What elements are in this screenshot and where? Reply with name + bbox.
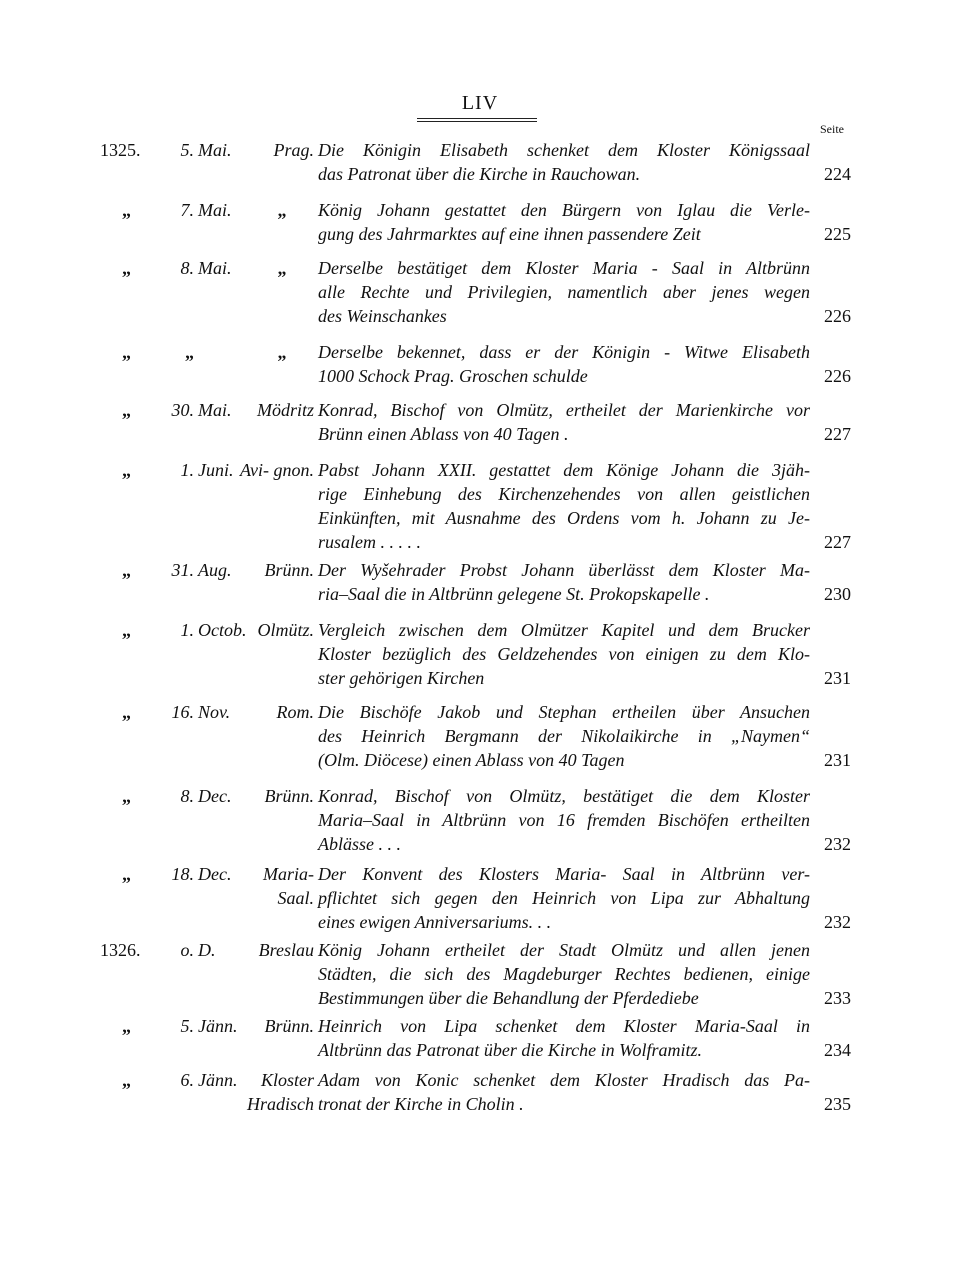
entry-page-reference: 230 bbox=[824, 584, 851, 604]
summary-line: Altbrünn das Patronat über die Kirche in Wolframitz. bbox=[318, 1040, 703, 1060]
entry-page-reference: 224 bbox=[824, 164, 851, 184]
summary-line: Bestimmungen über die Behandlung der Pferdediebe bbox=[318, 988, 699, 1008]
entry-year: „ bbox=[122, 1070, 131, 1090]
entry-month: Nov. bbox=[198, 702, 231, 722]
entry-page-reference: 225 bbox=[824, 224, 851, 244]
entry-day: 1. bbox=[180, 620, 194, 640]
entry-year: „ bbox=[122, 1016, 131, 1036]
summary-line: Die Bischöfe Jakob und Stephan ertheilen über Ansuchen bbox=[318, 702, 810, 722]
entry-place: Brünn. bbox=[264, 560, 314, 580]
entry-page-reference: 232 bbox=[824, 912, 851, 932]
entry-summary bbox=[318, 458, 810, 554]
entry-day: 30. bbox=[171, 400, 194, 420]
entry-year: „ bbox=[122, 400, 131, 420]
entry-day: 16. bbox=[171, 702, 194, 722]
summary-line: des Heinrich Bergmann der Nikolaikirche in „Naymen“ bbox=[318, 726, 810, 746]
entry-month: Jänn. bbox=[198, 1070, 238, 1090]
entry-day: o. bbox=[180, 940, 194, 960]
entry-year: „ bbox=[122, 342, 131, 362]
entry-page-reference: 227 bbox=[824, 424, 851, 444]
summary-line: König Johann gestattet den Bürgern von Iglau die Verle- bbox=[318, 200, 810, 220]
entry-day: 7. bbox=[180, 200, 194, 220]
entry-month: D. bbox=[198, 940, 216, 960]
entry-year: „ bbox=[122, 702, 131, 722]
entry-day: 8. bbox=[180, 258, 194, 278]
entry-summary bbox=[318, 1014, 810, 1062]
entry-place: Breslau bbox=[258, 940, 314, 960]
summary-line: (Olm. Diöcese) einen Ablass von 40 Tagen bbox=[318, 750, 625, 770]
entry-month: Dec. bbox=[198, 864, 232, 884]
entry-year: „ bbox=[122, 620, 131, 640]
summary-line: Vergleich zwischen dem Olmützer Kapitel und dem Brucker bbox=[318, 620, 810, 640]
summary-line: 1000 Schock Prag. Groschen schulde bbox=[318, 366, 588, 386]
entry-summary bbox=[318, 558, 810, 606]
summary-line: Ablässe . . . bbox=[318, 834, 401, 854]
entry-place: Mödritz bbox=[256, 400, 314, 420]
summary-line: Einkünften, mit Ausnahme des Ordens vom h. Johann zu Je- bbox=[318, 508, 810, 528]
summary-line: ster gehörigen Kirchen bbox=[318, 668, 485, 688]
entry-month: Aug. bbox=[198, 560, 232, 580]
summary-line: Adam von Konic schenket dem Kloster Hradisch das Pa- bbox=[318, 1070, 810, 1090]
entry-month: Dec. bbox=[198, 786, 232, 806]
entry-place: Maria- Saal. bbox=[263, 864, 314, 908]
summary-line: Der Konvent des Klosters Maria- Saal in Altbrünn ver- bbox=[318, 864, 810, 884]
entry-page-reference: 226 bbox=[824, 366, 851, 386]
entry-day: 8. bbox=[180, 786, 194, 806]
entry-page-reference: 231 bbox=[824, 668, 851, 688]
summary-line: das Patronat über die Kirche in Rauchowan. bbox=[318, 164, 641, 184]
entry-place: Brünn. bbox=[264, 1016, 314, 1036]
entry-summary bbox=[318, 784, 810, 856]
entry-place: „ bbox=[277, 258, 287, 278]
entry-summary bbox=[318, 398, 810, 446]
entry-place: „ bbox=[277, 342, 287, 362]
entry-page-reference: 232 bbox=[824, 834, 851, 854]
summary-line: Heinrich von Lipa schenket dem Kloster Maria-Saal in bbox=[318, 1016, 810, 1036]
summary-line: König Johann ertheilet der Stadt Olmütz und allen jenen bbox=[318, 940, 810, 960]
entry-place: „ bbox=[277, 200, 287, 220]
entry-month: Octob. bbox=[198, 620, 247, 640]
entry-summary bbox=[318, 340, 810, 388]
entry-year: „ bbox=[122, 460, 131, 480]
summary-line: rige Einhebung des Kirchenzehendes von allen geistlichen bbox=[318, 484, 810, 504]
summary-line: Die Königin Elisabeth schenket dem Kloster Königssaal bbox=[318, 140, 810, 160]
entry-year: „ bbox=[122, 786, 131, 806]
summary-line: Derselbe bekennet, dass er der Königin - Witwe Elisabeth bbox=[318, 342, 810, 362]
entry-place: Rom. bbox=[276, 702, 314, 722]
entry-summary bbox=[318, 618, 810, 690]
entry-year: „ bbox=[122, 864, 131, 884]
entry-year: 1325. bbox=[100, 140, 141, 160]
summary-line: tronat der Kirche in Cholin . bbox=[318, 1094, 524, 1114]
entry-place: Olmütz. bbox=[257, 620, 314, 640]
entry-day: 31. bbox=[171, 560, 194, 580]
entry-summary bbox=[318, 256, 810, 328]
summary-line: alle Rechte und Privilegien, namentlich aber jenes wegen bbox=[318, 282, 810, 302]
entry-month: Mai. bbox=[198, 140, 232, 160]
entry-summary bbox=[318, 938, 810, 1010]
entry-day: 5. bbox=[180, 140, 194, 160]
summary-line: rusalem . . . . . bbox=[318, 532, 421, 552]
entry-page-reference: 227 bbox=[824, 532, 851, 552]
entry-day: 18. bbox=[171, 864, 194, 884]
summary-line: Konrad, Bischof von Olmütz, ertheilet der Marienkirche vor bbox=[318, 400, 810, 420]
summary-line: pflichtet sich gegen den Heinrich von Lipa zur Abhaltung bbox=[318, 888, 810, 908]
entry-year: „ bbox=[122, 560, 131, 580]
entry-place: Prag. bbox=[273, 140, 314, 160]
header-rule bbox=[417, 118, 537, 119]
summary-line: Brünn einen Ablass von 40 Tagen . bbox=[318, 424, 569, 444]
entry-summary bbox=[318, 1068, 810, 1116]
summary-line: Pabst Johann XXII. gestattet dem Könige Johann die 3jäh- bbox=[318, 460, 810, 480]
entry-month: Mai. bbox=[198, 258, 232, 278]
summary-line: eines ewigen Anniversariums. . . bbox=[318, 912, 552, 932]
entry-page-reference: 226 bbox=[824, 306, 851, 326]
entry-page-reference: 235 bbox=[824, 1094, 851, 1114]
entry-place: Brünn. bbox=[264, 786, 314, 806]
summary-line: gung des Jahrmarktes auf eine ihnen passendere Zeit bbox=[318, 224, 701, 244]
summary-line: Kloster bezüglich des Geldzehendes von einigen zu dem Klo- bbox=[318, 644, 810, 664]
summary-line: ria–Saal die in Altbrünn gelegene St. Prokopskapelle . bbox=[318, 584, 710, 604]
summary-line: Konrad, Bischof von Olmütz, bestätiget die dem Kloster bbox=[318, 786, 810, 806]
entry-year: „ bbox=[122, 258, 131, 278]
summary-line: des Weinschankes bbox=[318, 306, 447, 326]
entry-year: 1326. bbox=[100, 940, 141, 960]
summary-line: Derselbe bestätiget dem Kloster Maria - Saal in Altbrünn bbox=[318, 258, 810, 278]
entry-day: 6. bbox=[180, 1070, 194, 1090]
entry-summary bbox=[318, 198, 810, 246]
entry-place: Avi- gnon. bbox=[240, 460, 314, 480]
entry-summary bbox=[318, 138, 810, 186]
entry-summary bbox=[318, 700, 810, 772]
seite-column-label: Seite bbox=[820, 122, 844, 136]
entry-day: 5. bbox=[180, 1016, 194, 1036]
page-number: LIV bbox=[461, 92, 499, 114]
entry-page-reference: 234 bbox=[824, 1040, 851, 1060]
summary-line: Städten, die sich des Magdeburger Rechtes bedienen, einige bbox=[318, 964, 810, 984]
entry-month: Juni. bbox=[198, 460, 234, 480]
entry-page-reference: 233 bbox=[824, 988, 851, 1008]
entry-summary bbox=[318, 862, 810, 934]
entry-place: Kloster Hradisch bbox=[247, 1070, 314, 1114]
entry-day: „ bbox=[185, 342, 194, 362]
entry-page-reference: 231 bbox=[824, 750, 851, 770]
summary-line: Maria–Saal in Altbrünn von 16 fremden Bischöfen ertheilten bbox=[318, 810, 810, 830]
entry-day: 1. bbox=[180, 460, 194, 480]
summary-line: Der Wyšehrader Probst Johann überlässt dem Kloster Ma- bbox=[318, 560, 810, 580]
entry-year: „ bbox=[122, 200, 131, 220]
entry-month: Mai. bbox=[198, 400, 232, 420]
entry-month: Mai. bbox=[198, 200, 232, 220]
entry-month: Jänn. bbox=[198, 1016, 238, 1036]
